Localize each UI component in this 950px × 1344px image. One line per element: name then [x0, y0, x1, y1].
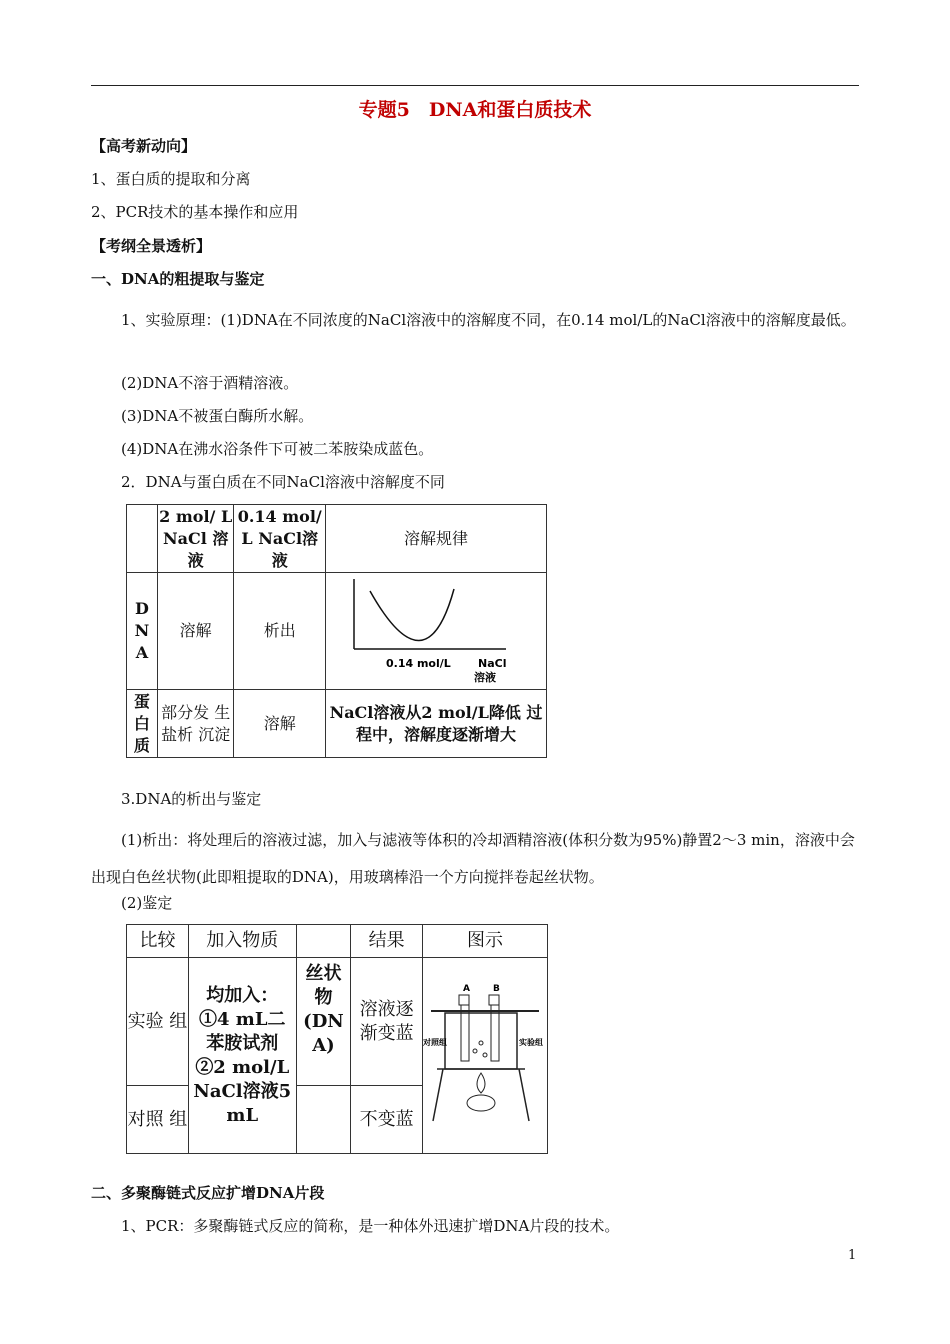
- section-outline-heading: 【考纲全景透析】: [91, 237, 212, 255]
- stopper-b: [489, 995, 499, 1005]
- dna-2mol: 溶解: [157, 573, 234, 690]
- bubble-1: [479, 1041, 483, 1045]
- col-figure: 图示: [423, 925, 548, 958]
- principle-2: (2)DNA不溶于酒精溶液。: [121, 374, 299, 392]
- added-substances: 均加入： ①4 mL二 苯胺试剂 ②2 mol/L NaCl溶液5 mL: [188, 958, 296, 1154]
- bubble-2: [473, 1049, 477, 1053]
- fig-label-b: B: [493, 984, 500, 994]
- page-number: 1: [848, 1248, 857, 1263]
- protein-014mol: 溶解: [234, 690, 326, 758]
- header-rule: [91, 85, 859, 86]
- control-result: 不变蓝: [351, 1086, 423, 1154]
- pcr-definition: 1、PCR：多聚酶链式反应的简称，是一种体外迅速扩增DNA片段的技术。: [121, 1217, 620, 1235]
- table1-caption: 2．DNA与蛋白质在不同NaCl溶液中溶解度不同: [121, 473, 445, 491]
- trend-item-2: 2、PCR技术的基本操作和应用: [91, 203, 299, 221]
- fig-label-a: A: [463, 984, 470, 994]
- tripod-leg-right: [519, 1069, 529, 1121]
- flame: [477, 1073, 485, 1093]
- page-title: 专题5 DNA和蛋白质技术: [358, 99, 592, 121]
- principle-paragraph: 1、实验原理：(1)DNA在不同浓度的NaCl溶液中的溶解度不同，在0.14 mol/L的NaCl溶液中的溶解度最低。: [121, 311, 856, 329]
- tripod-leg-left: [433, 1069, 443, 1121]
- stopper-a: [459, 995, 469, 1005]
- exp-result: 溶液逐 渐变蓝: [351, 958, 423, 1086]
- graph-x-label: 0.14 mol/L: [386, 657, 451, 670]
- header-014mol: 0.14 mol/ L NaCl溶 液: [234, 505, 326, 573]
- section-trend-heading: 【高考新动向】: [91, 137, 197, 155]
- alcohol-lamp: [467, 1095, 495, 1111]
- axis-label-line1: NaCl: [478, 657, 507, 670]
- water-bath-apparatus: [423, 977, 547, 1127]
- header-rule-col: 溶解规律: [326, 505, 547, 573]
- exp-group-label: 实验 组: [127, 958, 189, 1086]
- protein-rule: NaCl溶液从2 mol/L降低 过程中，溶解度逐渐增大: [326, 690, 547, 758]
- part1-heading: 一、DNA的粗提取与鉴定: [91, 270, 265, 288]
- col-result: 结果: [351, 925, 423, 958]
- apparatus-figure-cell: [423, 958, 548, 1154]
- solubility-graph-cell: [326, 573, 547, 690]
- bubble-3: [483, 1053, 487, 1057]
- precipitation-paragraph: (1)析出：将处理后的溶液过滤，加入与滤液等体积的冷却酒精溶液(体积分数为95%)静置2～3 min，溶液中会出现白色丝状物(此即粗提取的DNA)，用玻璃棒沿一个方向搅拌卷起丝状物。: [91, 831, 855, 886]
- graph-axis-label: [474, 657, 510, 683]
- principle-3: (3)DNA不被蛋白酶所水解。: [121, 407, 314, 425]
- control-group-label: 对照 组: [127, 1086, 189, 1154]
- dna-014mol: 析出: [234, 573, 326, 690]
- row-protein-head: 蛋 白 质: [127, 690, 158, 758]
- control-blank: [296, 1086, 351, 1154]
- filament-dna: 丝状 物 (DN A): [296, 958, 351, 1086]
- row-dna-head: D N A: [127, 573, 158, 690]
- header-2mol: 2 mol/ L NaCl 溶液: [157, 505, 234, 573]
- axis-label-line2: 溶液: [474, 671, 496, 683]
- fig-label-control: 对照组: [423, 1038, 447, 1047]
- part3-heading: 3.DNA的析出与鉴定: [121, 790, 262, 808]
- solubility-curve-graph: [326, 573, 546, 683]
- solubility-curve: [370, 589, 454, 641]
- col-compare: 比较: [127, 925, 189, 958]
- col-added: 加入物质: [188, 925, 296, 958]
- solubility-table: [126, 504, 547, 758]
- identification-table: [126, 924, 548, 1154]
- trend-item-1: 1、蛋白质的提取和分离: [91, 170, 251, 188]
- part2-heading: 二、多聚酶链式反应扩增DNA片段: [91, 1184, 325, 1202]
- identification-heading: (2)鉴定: [121, 894, 173, 912]
- fig-label-experiment: 实验组: [519, 1038, 543, 1047]
- protein-2mol: 部分发 生盐析 沉淀: [157, 690, 234, 758]
- col-blank: [296, 925, 351, 958]
- principle-4: (4)DNA在沸水浴条件下可被二苯胺染成蓝色。: [121, 440, 434, 458]
